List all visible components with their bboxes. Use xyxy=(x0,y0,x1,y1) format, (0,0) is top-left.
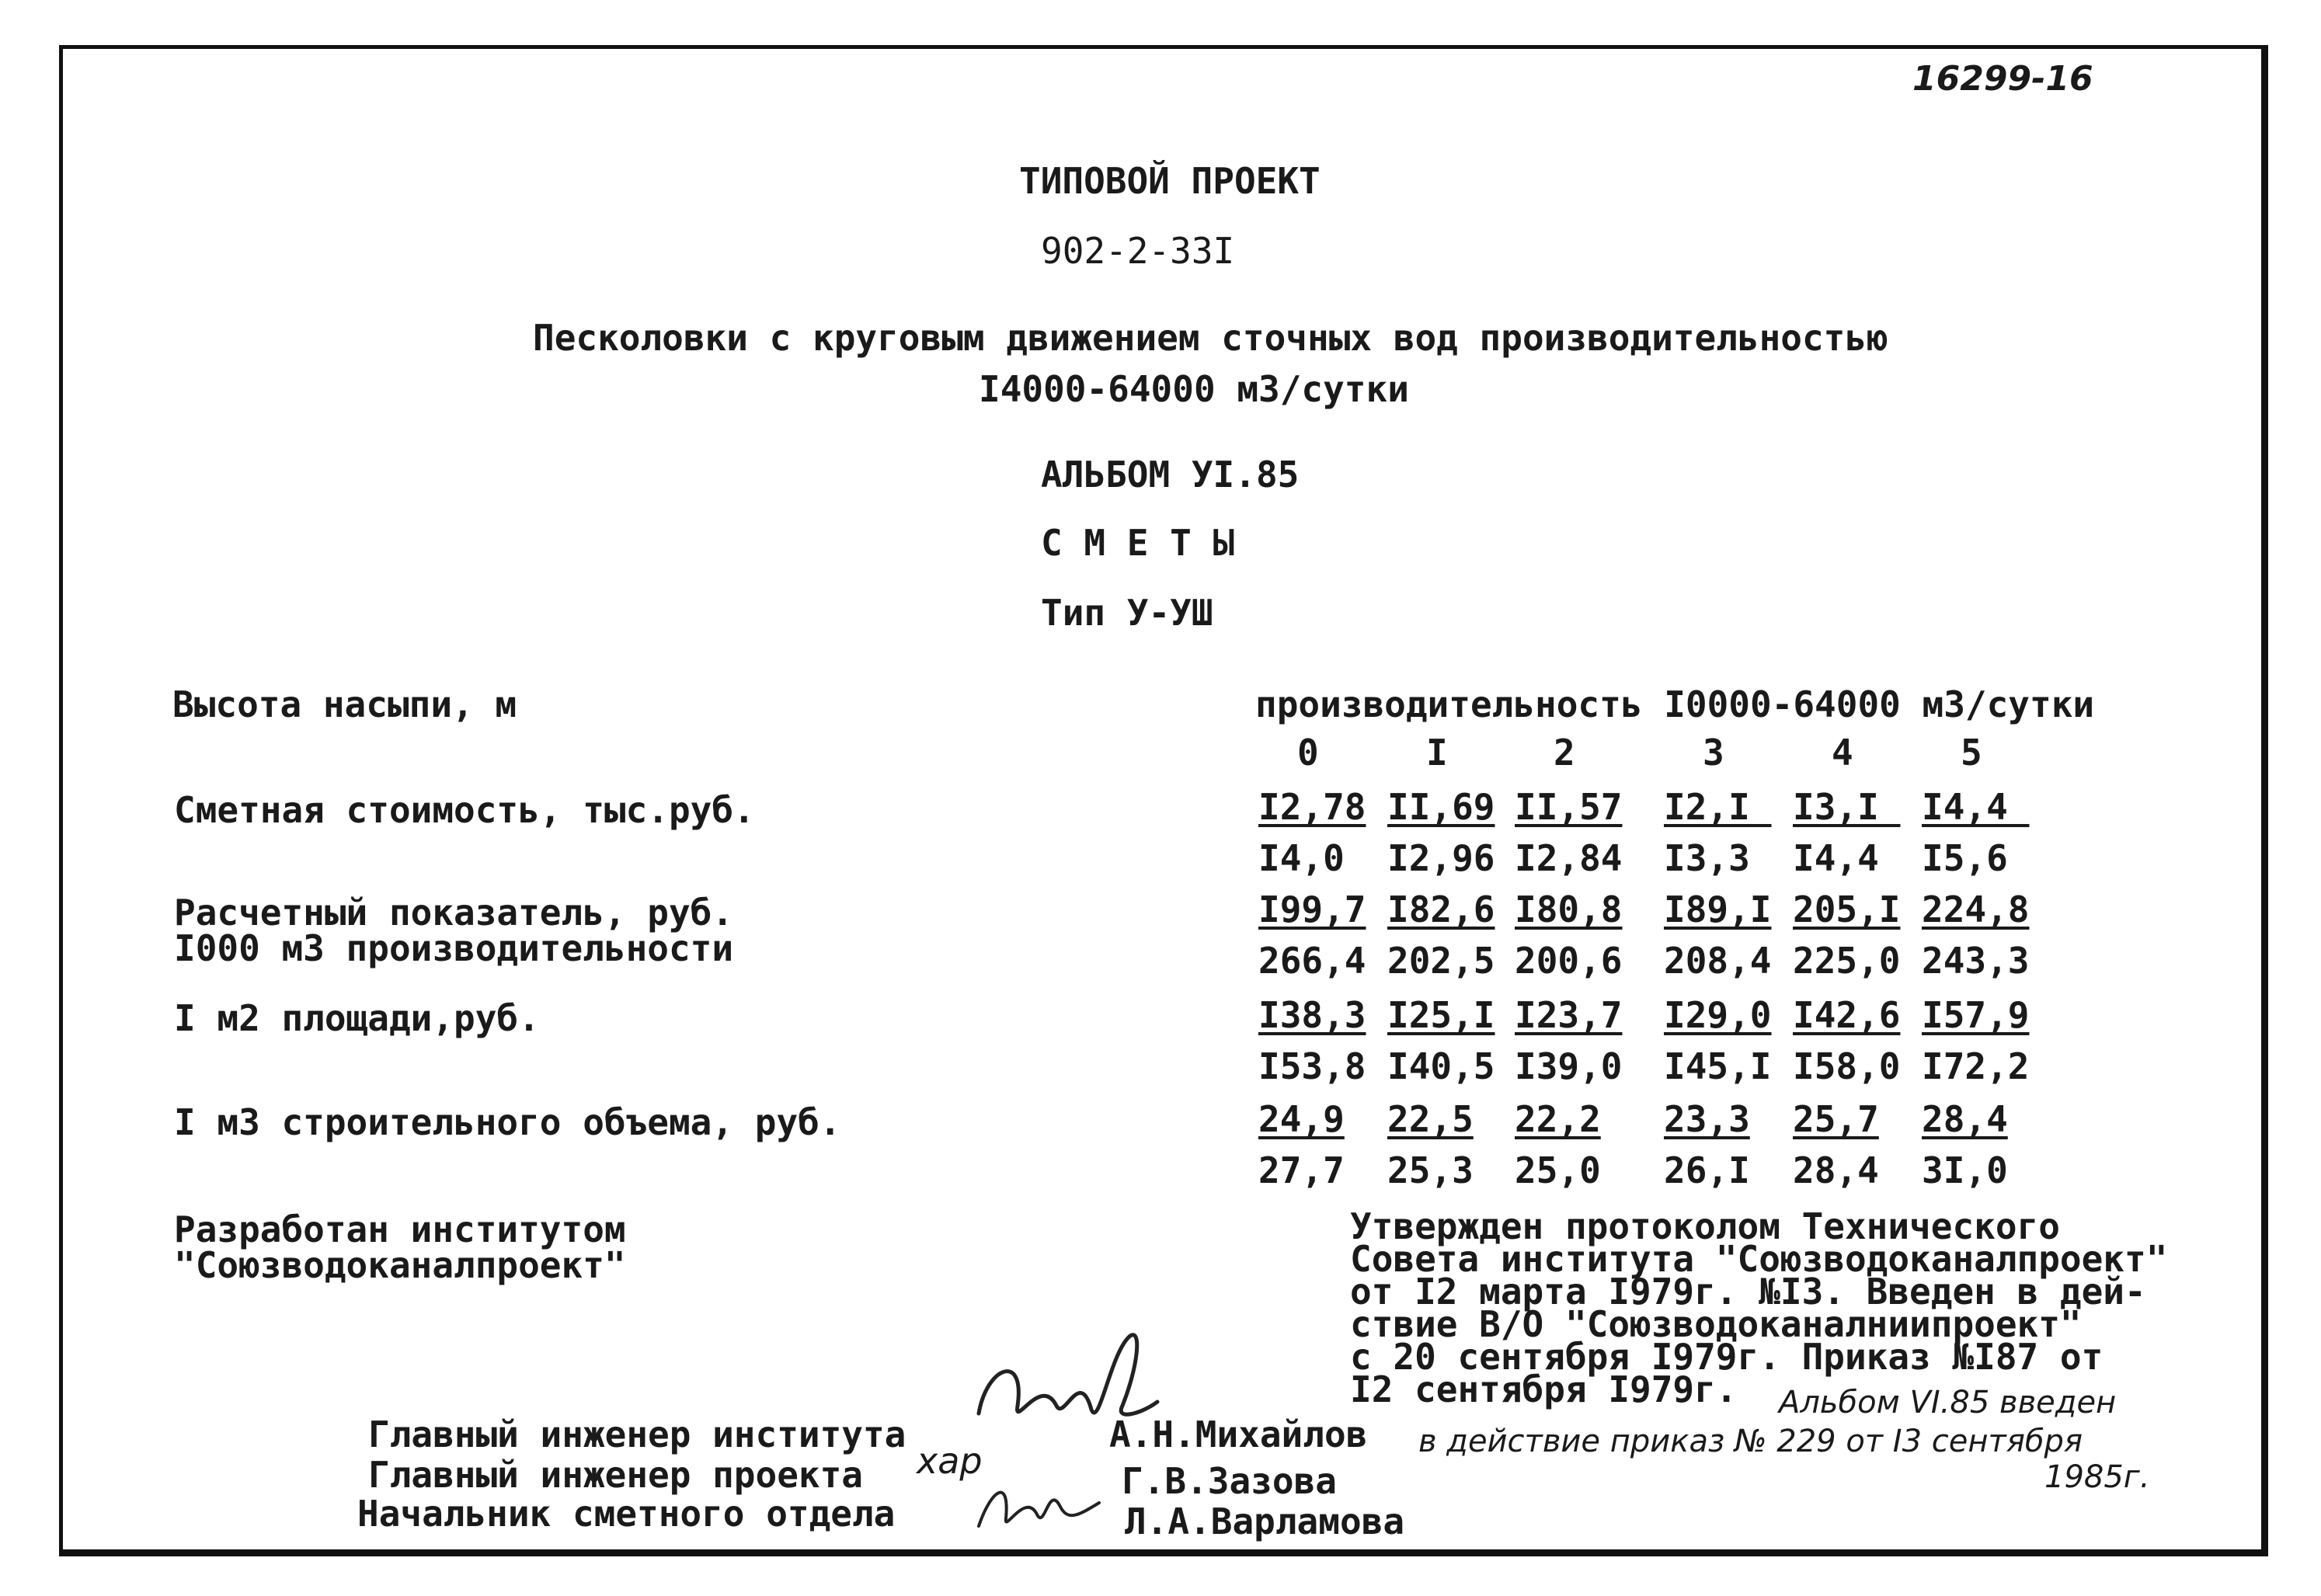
signature-name-chief-engineer-institute: А.Н.Михайлов xyxy=(1109,1413,1368,1455)
section-title: С М Е Т Ы xyxy=(1041,522,1235,564)
row-label-sub: I000 м3 производительности xyxy=(174,927,734,969)
cell-estimate-upper: 23,3 xyxy=(1664,1098,1750,1140)
cell-estimate-upper: I4,4 xyxy=(1922,786,2030,828)
cell-estimate-lower: 225,0 xyxy=(1793,940,1901,982)
type-label: Тип У-УШ xyxy=(1041,592,1213,634)
project-number: 902-2-33I xyxy=(1041,230,1235,272)
developer-line2: "Союзводоканалпроект" xyxy=(174,1244,626,1286)
cell-estimate-upper: 22,2 xyxy=(1515,1098,1601,1140)
cell-estimate-upper: I42,6 xyxy=(1793,994,1901,1036)
cell-estimate-lower: I72,2 xyxy=(1922,1045,2030,1087)
signature-role-estimate-head: Начальник сметного отдела xyxy=(357,1493,896,1535)
cell-estimate-upper: I80,8 xyxy=(1515,888,1623,930)
column-header: I xyxy=(1426,732,1448,774)
cell-estimate-upper: I23,7 xyxy=(1515,994,1623,1036)
cell-estimate-lower: 28,4 xyxy=(1793,1149,1879,1191)
cell-estimate-upper: I29,0 xyxy=(1664,994,1772,1036)
cell-estimate-lower: 25,3 xyxy=(1387,1149,1474,1191)
cell-estimate-lower: I3,3 xyxy=(1664,837,1750,879)
row-label: Сметная стоимость, тыс.руб. xyxy=(174,789,755,831)
cell-estimate-lower: 200,6 xyxy=(1515,940,1623,982)
handwritten-note-3: 1985г. xyxy=(2044,1459,2150,1495)
approval-line: I2 сентября I979г. xyxy=(1350,1368,1738,1410)
project-title: ТИПОВОЙ ПРОЕКТ xyxy=(1019,160,1321,202)
cell-estimate-upper: II,57 xyxy=(1515,786,1623,828)
column-group-header: производительность I0000-64000 м3/сутки xyxy=(1255,683,2095,725)
approval-line: ствие В/О "Союзводоканалниипроект" xyxy=(1350,1303,2082,1345)
cell-estimate-upper: 224,8 xyxy=(1922,888,2030,930)
signature-role-chief-engineer-institute: Главный инженер института xyxy=(368,1413,906,1455)
cell-estimate-lower: I5,6 xyxy=(1922,837,2008,879)
cell-estimate-upper: I82,6 xyxy=(1387,888,1495,930)
document-number: 16299-16 xyxy=(1912,59,2093,99)
cell-estimate-lower: I40,5 xyxy=(1387,1045,1495,1087)
cell-estimate-lower: I2,84 xyxy=(1515,837,1623,879)
cell-estimate-lower: I53,8 xyxy=(1258,1045,1366,1087)
row-label: Расчетный показатель, руб. xyxy=(174,892,734,934)
handwritten-note-1: Альбом VI.85 введен xyxy=(1779,1385,2117,1420)
cell-estimate-lower: 25,0 xyxy=(1515,1149,1601,1191)
cell-estimate-upper: 205,I xyxy=(1793,888,1901,930)
cell-estimate-lower: 202,5 xyxy=(1387,940,1495,982)
cell-estimate-upper: I89,I xyxy=(1664,888,1772,930)
cell-estimate-lower: 208,4 xyxy=(1664,940,1772,982)
cell-estimate-upper: I57,9 xyxy=(1922,994,2030,1036)
cell-estimate-lower: 26,I xyxy=(1664,1149,1750,1191)
cell-estimate-lower: I58,0 xyxy=(1793,1045,1901,1087)
signature-mikhailov xyxy=(955,1320,1173,1445)
signature-note-hand: хар xyxy=(917,1440,983,1482)
signature-name-estimate-head: Л.А.Варламова xyxy=(1125,1500,1405,1542)
cell-estimate-lower: 27,7 xyxy=(1258,1149,1345,1191)
column-header: 4 xyxy=(1832,732,1853,774)
album-number: АЛЬБОМ УI.85 xyxy=(1041,454,1300,495)
approval-line: Утвержден протоколом Технического xyxy=(1350,1205,2060,1247)
row-label-header: Высота насыпи, м xyxy=(172,683,517,725)
project-description-line2: I4000-64000 м3/сутки xyxy=(979,368,1409,410)
cell-estimate-upper: I99,7 xyxy=(1258,888,1366,930)
developer-line1: Разработан институтом xyxy=(174,1208,626,1250)
cell-estimate-lower: 3I,0 xyxy=(1922,1149,2008,1191)
cell-estimate-lower: I2,96 xyxy=(1387,837,1495,879)
signature-zazova xyxy=(963,1460,1111,1546)
column-header: 3 xyxy=(1703,732,1724,774)
signature-name-chief-engineer-project: Г.В.Зазова xyxy=(1122,1460,1337,1502)
signature-role-chief-engineer-project: Главный инженер проекта xyxy=(368,1454,863,1496)
approval-line: с 20 сентября I979г. Приказ №I87 от xyxy=(1350,1336,2104,1378)
column-header: 5 xyxy=(1961,732,1982,774)
cell-estimate-upper: 28,4 xyxy=(1922,1098,2008,1140)
cell-estimate-upper: 25,7 xyxy=(1793,1098,1879,1140)
cell-estimate-upper: II,69 xyxy=(1387,786,1495,828)
cell-estimate-lower: I39,0 xyxy=(1515,1045,1623,1087)
cell-estimate-lower: 243,3 xyxy=(1922,940,2030,982)
cell-estimate-lower: 266,4 xyxy=(1258,940,1366,982)
cell-estimate-upper: I3,I xyxy=(1793,786,1901,828)
row-label: I м3 строительного объема, руб. xyxy=(174,1101,841,1143)
cell-estimate-lower: I4,4 xyxy=(1793,837,1879,879)
row-label: I м2 площади,руб. xyxy=(174,997,540,1039)
column-header: 0 xyxy=(1297,732,1319,774)
column-header: 2 xyxy=(1554,732,1575,774)
handwritten-note-2: в действие приказ № 229 от I3 сентября xyxy=(1418,1424,2083,1459)
cell-estimate-lower: I4,0 xyxy=(1258,837,1345,879)
cell-estimate-upper: 22,5 xyxy=(1387,1098,1474,1140)
cell-estimate-upper: 24,9 xyxy=(1258,1098,1345,1140)
cell-estimate-upper: I2,I xyxy=(1664,786,1772,828)
cell-estimate-lower: I45,I xyxy=(1664,1045,1772,1087)
approval-line: от I2 марта I979г. №I3. Введен в дей- xyxy=(1350,1271,2146,1313)
cell-estimate-upper: I38,3 xyxy=(1258,994,1366,1036)
project-description-line1: Песколовки с круговым движением сточных вод производительностью xyxy=(533,317,1888,359)
cell-estimate-upper: I2,78 xyxy=(1258,786,1366,828)
cell-estimate-upper: I25,I xyxy=(1387,994,1495,1036)
approval-line: Совета института "Союзводоканалпроект" xyxy=(1350,1238,2168,1280)
